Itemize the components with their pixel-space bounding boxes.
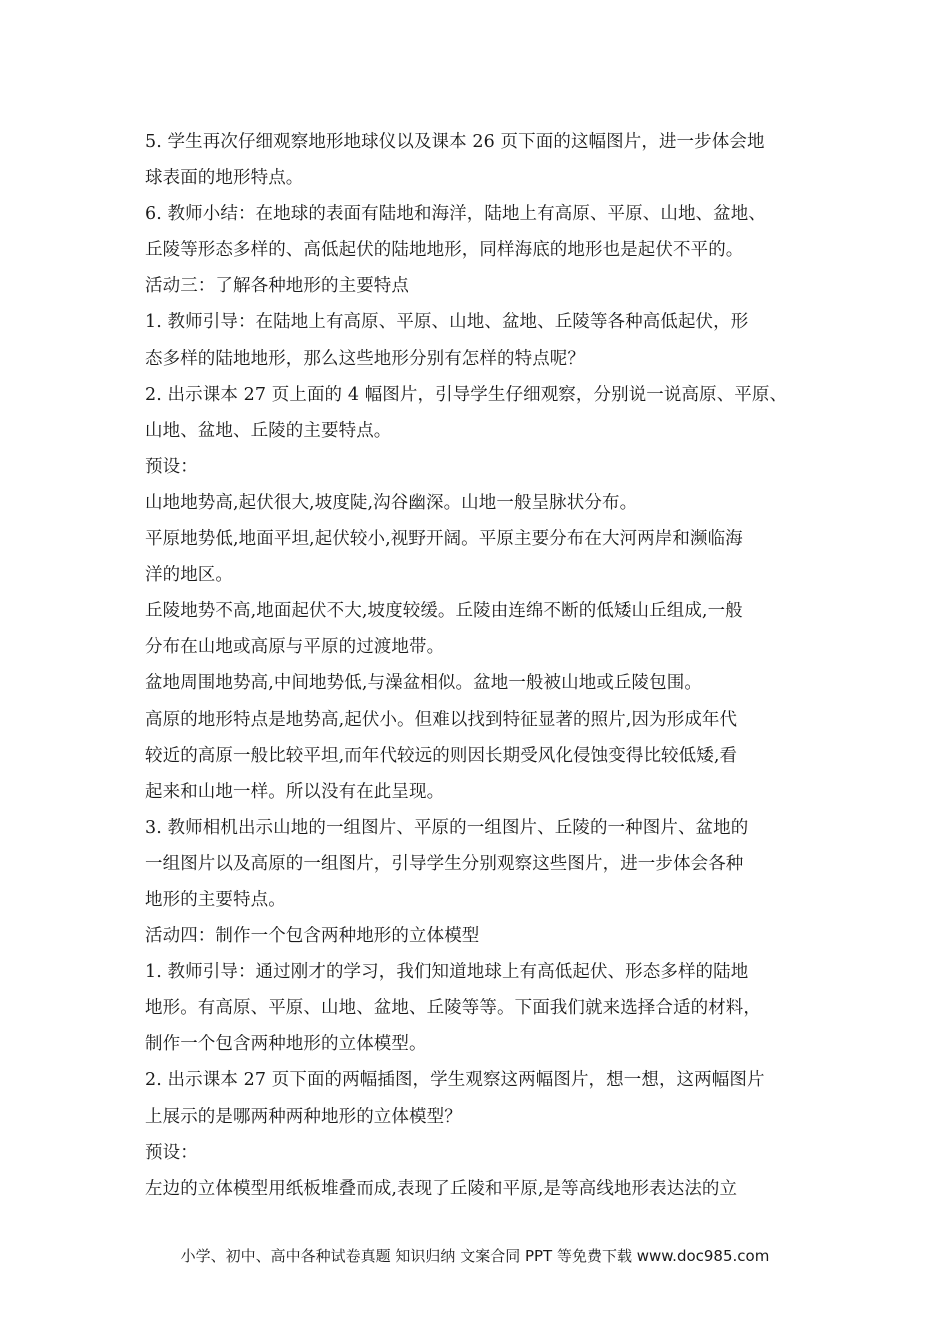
text-line: 地形的主要特点。 (145, 889, 286, 910)
text-line: 洋的地区。 (145, 565, 233, 586)
text-line: 5. 学生再次仔细观察地形地球仪以及课本 26 页下面的这幅图片，进一步体会地 (145, 132, 765, 152)
text-line: 丘陵等形态多样的、高低起伏的陆地地形，同样海底的地形也是起伏不平的。 (145, 240, 744, 261)
text-line: 较近的高原一般比较平坦,而年代较远的则因长期受风化侵蚀变得比较低矮,看 (145, 745, 738, 766)
text-line: 左边的立体模型用纸板堆叠而成,表现了丘陵和平原,是等高线地形表达法的立 (145, 1178, 738, 1199)
page-footer: 小学、初中、高中各种试卷真题 知识归纳 文案合同 PPT 等免费下载 www.doc985.com (180, 1247, 770, 1265)
preset-label: 预设： (145, 456, 198, 477)
section-heading: 活动四：制作一个包含两种地形的立体模型 (145, 926, 480, 947)
text-line: 2. 出示课本 27 页下面的两幅插图，学生观察这两幅图片，想一想，这两幅图片 (145, 1070, 765, 1091)
text-line: 球表面的地形特点。 (145, 168, 304, 189)
text-line: 1. 教师引导：通过刚才的学习，我们知道地球上有高低起伏、形态多样的陆地 (145, 962, 749, 983)
text-line: 起来和山地一样。所以没有在此呈现。 (145, 781, 445, 802)
section-heading: 活动三：了解各种地形的主要特点 (145, 276, 409, 297)
text-line: 分布在山地或高原与平原的过渡地带。 (145, 637, 445, 658)
text-line: 上展示的是哪两种两种地形的立体模型？ (145, 1106, 462, 1127)
text-line: 山地地势高,起伏很大,坡度陡,沟谷幽深。山地一般呈脉状分布。 (145, 492, 638, 513)
text-line: 1. 教师引导：在陆地上有高原、平原、山地、盆地、丘陵等各种高低起伏，形 (145, 312, 749, 333)
text-line: 高原的地形特点是地势高,起伏小。但难以找到特征显著的照片,因为形成年代 (145, 709, 738, 730)
text-line: 2. 出示课本 27 页上面的 4 幅图片，引导学生仔细观察，分别说一说高原、平原、 (145, 384, 788, 405)
text-line: 一组图片以及高原的一组图片，引导学生分别观察这些图片，进一步体会各种 (145, 853, 744, 874)
text-line: 态多样的陆地地形，那么这些地形分别有怎样的特点呢？ (145, 348, 585, 369)
text-line: 盆地周围地势高,中间地势低,与澡盆相似。盆地一般被山地或丘陵包围。 (145, 673, 702, 694)
text-line: 平原地势低,地面平坦,起伏较小,视野开阔。平原主要分布在大河两岸和濒临海 (145, 529, 743, 550)
text-line: 制作一个包含两种地形的立体模型。 (145, 1034, 427, 1055)
preset-label: 预设： (145, 1142, 198, 1163)
document-body (145, 124, 825, 1207)
text-line: 丘陵地势不高,地面起伏不大,坡度较缓。丘陵由连绵不断的低矮山丘组成,一般 (145, 601, 743, 622)
text-line: 山地、盆地、丘陵的主要特点。 (145, 420, 392, 441)
text-line: 3. 教师相机出示山地的一组图片、平原的一组图片、丘陵的一种图片、盆地的 (145, 817, 749, 838)
text-line: 6. 教师小结：在地球的表面有陆地和海洋，陆地上有高原、平原、山地、盆地、 (145, 204, 766, 225)
text-line: 地形。有高原、平原、山地、盆地、丘陵等等。下面我们就来选择合适的材料， (145, 998, 761, 1019)
